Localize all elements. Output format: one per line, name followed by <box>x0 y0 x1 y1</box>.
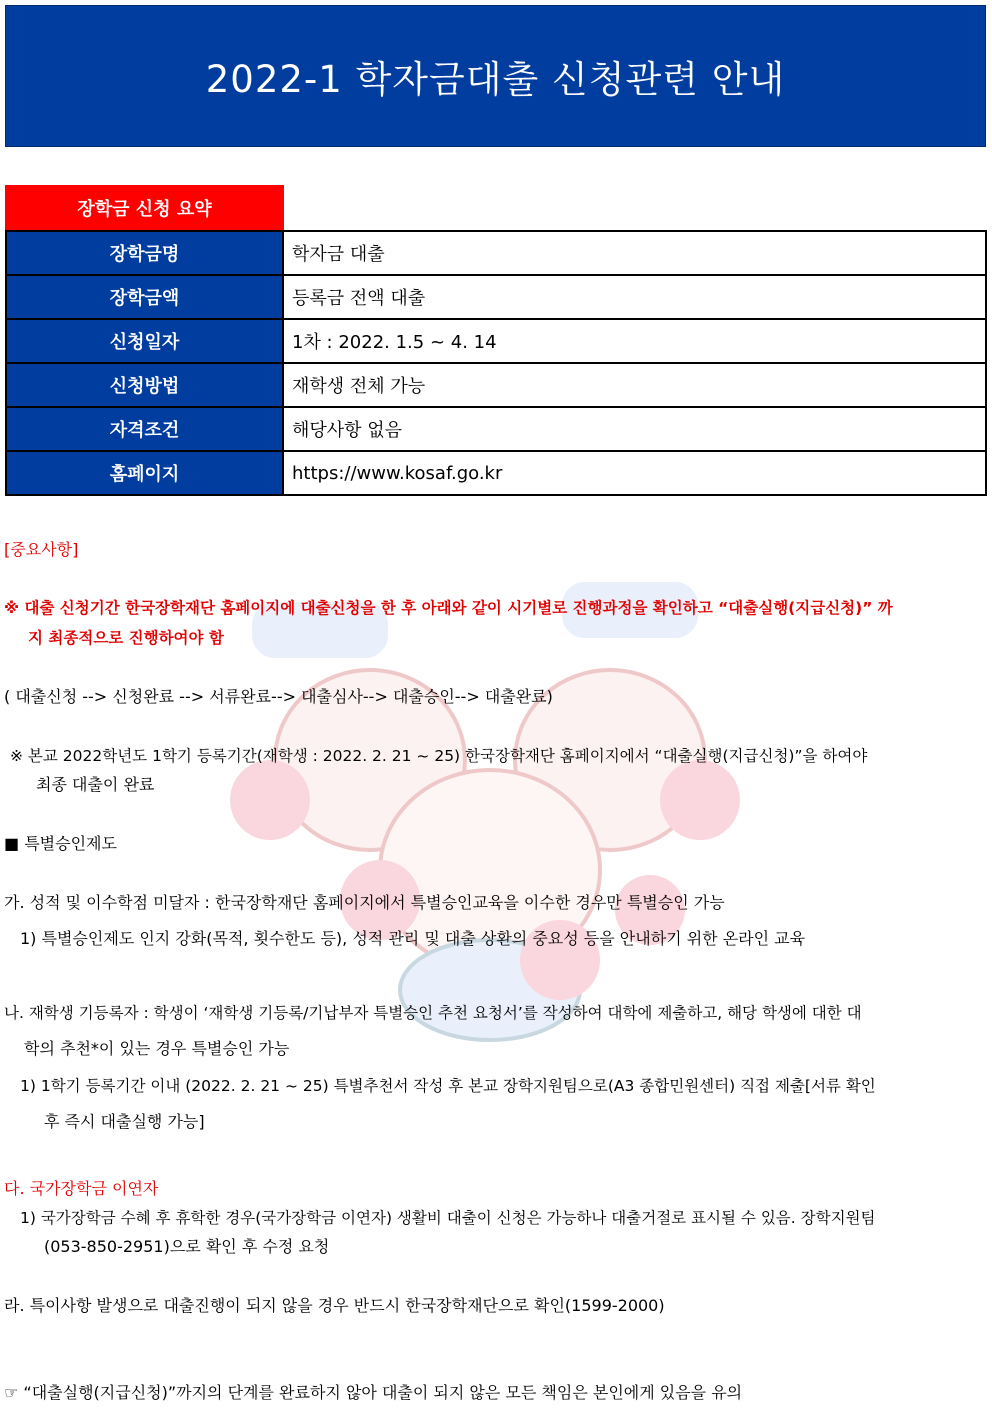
section-na-item-1-line-2: 후 즉시 대출실행 가능] <box>44 1112 205 1131</box>
section-da-item-1-line-2: (053-850-2951)으로 확인 후 수정 요청 <box>44 1237 330 1256</box>
important-note-1-line-1: ※ 대출 신청기간 한국장학재단 홈페이지에 대출신청을 한 후 아래와 같이 시기별로 진행과정을 확인하고 “대출실행(지급신청)” 까 <box>4 599 893 617</box>
row-label: 장학금액 <box>6 275 283 319</box>
row-value: 해당사항 없음 <box>283 407 986 451</box>
section-ra: 라. 특이사항 발생으로 대출진행이 되지 않을 경우 반드시 한국장학재단으로 확인(1599-2000) <box>4 1296 665 1315</box>
section-ga-item-1: 1) 특별승인제도 인지 강화(목적, 횟수한도 등), 성적 관리 및 대출 상환의 중요성 등을 안내하기 위한 온라인 교육 <box>20 929 806 948</box>
row-label: 홈페이지 <box>6 451 283 495</box>
table-row <box>6 407 986 451</box>
row-value: 1차 : 2022. 1.5 ~ 4. 14 <box>283 319 986 363</box>
row-value: 재학생 전체 가능 <box>283 363 986 407</box>
summary-tab: 장학금 신청 요약 <box>5 185 284 230</box>
table-row <box>6 319 986 363</box>
table-row <box>6 231 986 275</box>
row-label: 장학금명 <box>6 231 283 275</box>
summary-table <box>5 230 987 496</box>
section-na-item-1-line-1: 1) 1학기 등록기간 이내 (2022. 2. 21 ~ 25) 특별추천서 작성 후 본교 장학지원팀으로(A3 종합민원센터) 직접 제출[서류 확인 <box>20 1077 876 1095</box>
important-note-2-line-1: ※ 본교 2022학년도 1학기 등록기간(재학생 : 2022. 2. 21 ~ 25) 한국장학재단 홈페이지에서 “대출실행(지급신청)”을 하여야 <box>10 747 868 765</box>
table-row <box>6 363 986 407</box>
homepage-link[interactable]: https://www.kosaf.go.kr <box>283 451 986 495</box>
section-ga: 가. 성적 및 이수학점 미달자 : 한국장학재단 홈페이지에서 특별승인교육을 이수한 경우만 특별승인 가능 <box>4 893 725 912</box>
section-da-item-1-line-1: 1) 국가장학금 수혜 후 휴학한 경우(국가장학금 이연자) 생활비 대출이 신청은 가능하나 대출거절로 표시될 수 있음. 장학지원팀 <box>20 1209 876 1227</box>
page-title: 2022-1 학자금대출 신청관련 안내 <box>205 58 786 101</box>
section-na-line-1: 나. 재학생 기등록자 : 학생이 ‘재학생 기등록/기납부자 특별승인 추천 요청서’를 작성하여 대학에 제출하고, 해당 학생에 대한 대 <box>4 1004 862 1022</box>
mascot-watermark-icon <box>230 570 750 1050</box>
important-note-1-line-2: 지 최종적으로 진행하여야 함 <box>28 629 224 647</box>
row-value: 등록금 전액 대출 <box>283 275 986 319</box>
row-value: 학자금 대출 <box>283 231 986 275</box>
table-row <box>6 451 986 495</box>
title-banner <box>5 5 986 147</box>
row-label: 신청방법 <box>6 363 283 407</box>
important-heading: [중요사항] <box>4 540 79 559</box>
loan-process-flow: ( 대출신청 --> 신청완료 --> 서류완료--> 대출심사--> 대출승인--> 대출완료) <box>4 687 553 706</box>
row-label: 자격조건 <box>6 407 283 451</box>
row-label: 신청일자 <box>6 319 283 363</box>
table-row <box>6 275 986 319</box>
section-na-line-2: 학의 추천*이 있는 경우 특별승인 가능 <box>24 1039 290 1058</box>
special-approval-heading: ■ 특별승인제도 <box>4 834 117 853</box>
final-notice: ☞ “대출실행(지급신청)”까지의 단계를 완료하지 않아 대출이 되지 않은 모든 책임은 본인에게 있음을 유의 <box>4 1383 743 1402</box>
section-da: 다. 국가장학금 이연자 <box>4 1179 159 1198</box>
important-note-2-line-2: 최종 대출이 완료 <box>36 775 155 794</box>
